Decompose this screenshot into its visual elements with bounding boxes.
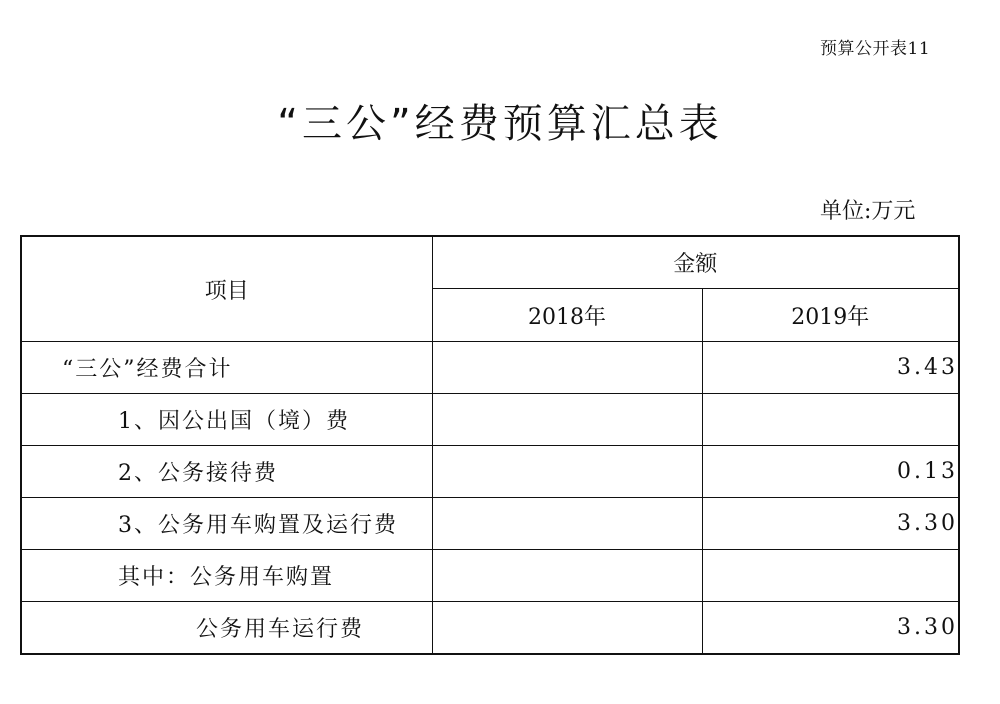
table-row — [21, 498, 959, 550]
header-amount: 金额 — [432, 236, 959, 289]
header-item: 项目 — [21, 236, 432, 342]
page-title: “三公”经费预算汇总表 — [277, 101, 723, 147]
row-label-cell — [21, 394, 432, 446]
row-label: “三公”经费合计 — [62, 357, 233, 382]
value-2019 — [702, 550, 959, 602]
table-row — [21, 446, 959, 498]
row-label-cell — [21, 342, 432, 394]
row-label-cell — [21, 446, 432, 498]
value-2018 — [432, 602, 702, 655]
row-label-cell — [21, 550, 432, 602]
value-2019: 0.13 — [702, 446, 959, 498]
value-2018 — [432, 342, 702, 394]
value-2018 — [432, 446, 702, 498]
value-2019: 3.30 — [702, 498, 959, 550]
value-2018 — [432, 394, 702, 446]
row-label-cell — [21, 498, 432, 550]
header-year-2019: 2019年 — [702, 289, 959, 342]
header-year-2018: 2018年 — [432, 289, 702, 342]
budget-table — [20, 235, 960, 655]
table-row — [21, 550, 959, 602]
value-2018 — [432, 498, 702, 550]
table-row — [21, 394, 959, 446]
row-label-cell — [21, 602, 432, 655]
unit-label: 单位:万元 — [820, 199, 916, 224]
row-label: 其中：公务用车购置 — [118, 565, 335, 590]
row-label: 1、因公出国（境）费 — [118, 409, 350, 434]
table-row — [21, 602, 959, 655]
row-label: 公务用车运行费 — [196, 617, 365, 642]
table-row — [21, 342, 959, 394]
value-2018 — [432, 550, 702, 602]
form-number: 预算公开表11 — [820, 39, 931, 59]
value-2019: 3.43 — [702, 342, 959, 394]
table-header-row — [21, 236, 959, 289]
row-label: 2、公务接待费 — [118, 461, 278, 486]
value-2019: 3.30 — [702, 602, 959, 655]
row-label: 3、公务用车购置及运行费 — [118, 513, 398, 538]
value-2019 — [702, 394, 959, 446]
